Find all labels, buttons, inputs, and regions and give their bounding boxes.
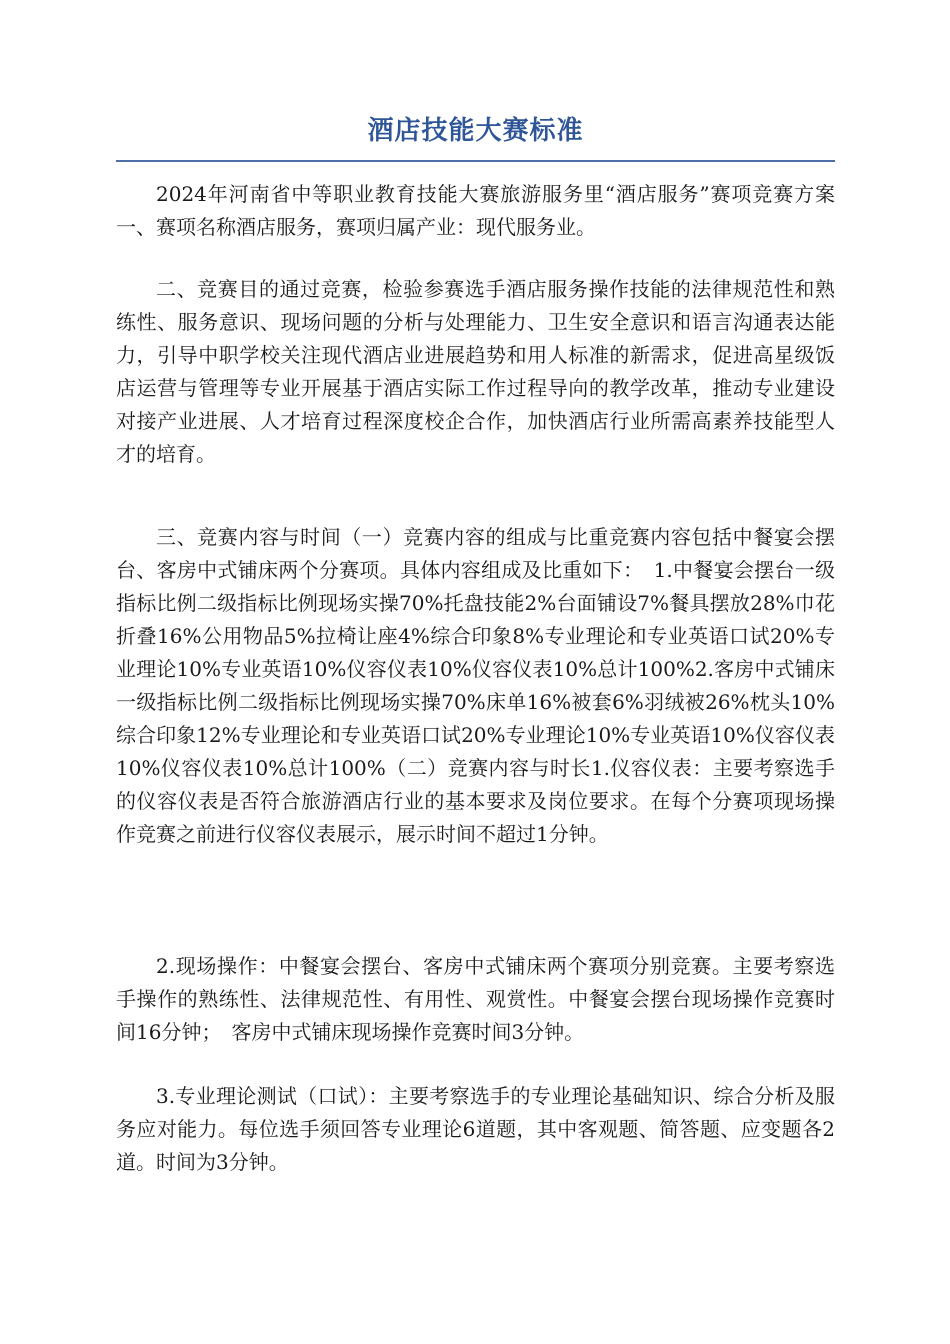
paragraph-2: 二、竞赛目的通过竞赛，检验参赛选手酒店服务操作技能的法律规范性和熟练性、服务意识、现场问题的分析与处理能力、卫生安全意识和语言沟通表达能力，引导中职学校关注现代酒店业进展趋势和用人标准的新需求，促进高星级饭店运营与管理等专业开展基于酒店实际工作过程导向的教学改革，推动专业建设对接产业进展、人才培育过程深度校企合作，加快酒店行业所需高素养技能型人才的培育。 — [116, 277, 835, 466]
title-underline — [116, 160, 835, 162]
paragraph-5: 3.专业理论测试（口试）：主要考察选手的专业理论基础知识、综合分析及服务应对能力。每位选手须回答专业理论6道题，其中客观题、简答题、应变题各2道。时间为3分钟。 — [116, 1084, 835, 1174]
paragraph-1: 2024年河南省中等职业教育技能大赛旅游服务里“酒店服务”赛项竞赛方案一、赛项名称酒店服务，赛项归属产业：现代服务业。 — [116, 182, 835, 239]
paragraph-4: 2.现场操作：中餐宴会摆台、客房中式铺床两个赛项分别竞赛。主要考察选手操作的熟练性、法律规范性、有用性、观赏性。中餐宴会摆台现场操作竞赛时间16分钟； 客房中式铺床现场操作竞赛时间3分钟。 — [116, 954, 835, 1044]
paragraph-3: 三、竞赛内容与时间（一）竞赛内容的组成与比重竞赛内容包括中餐宴会摆台、客房中式铺床两个分赛项。具体内容组成及比重如下： 1.中餐宴会摆台一级指标比例二级指标比例现场实操70%托盘技能2%台面铺设7%餐具摆放28%巾花折叠16%公用物品5%拉椅让座4%综合印象8%专业理论和专业英语口试20%专业理论10%专业英语10%仪容仪表10%仪容仪表10%总计100%2.客房中式铺床一级指标比例二级指标比例现场实操70%床单16%被套6%羽绒被26%枕头10%综合印象12%专业理论和专业英语口试20%专业理论10%专业英语10%仪容仪表10%仪容仪表10%总计100%（二）竞赛内容与时长1.仪容仪表：主要考察选手的仪容仪表是否符合旅游酒店行业的基本要求及岗位要求。在每个分赛项现场操作竞赛之前进行仪容仪表展示，展示时间不超过1分钟。 — [116, 525, 835, 846]
title-block — [116, 118, 835, 162]
document-title: 酒店技能大赛标准 — [367, 116, 584, 146]
